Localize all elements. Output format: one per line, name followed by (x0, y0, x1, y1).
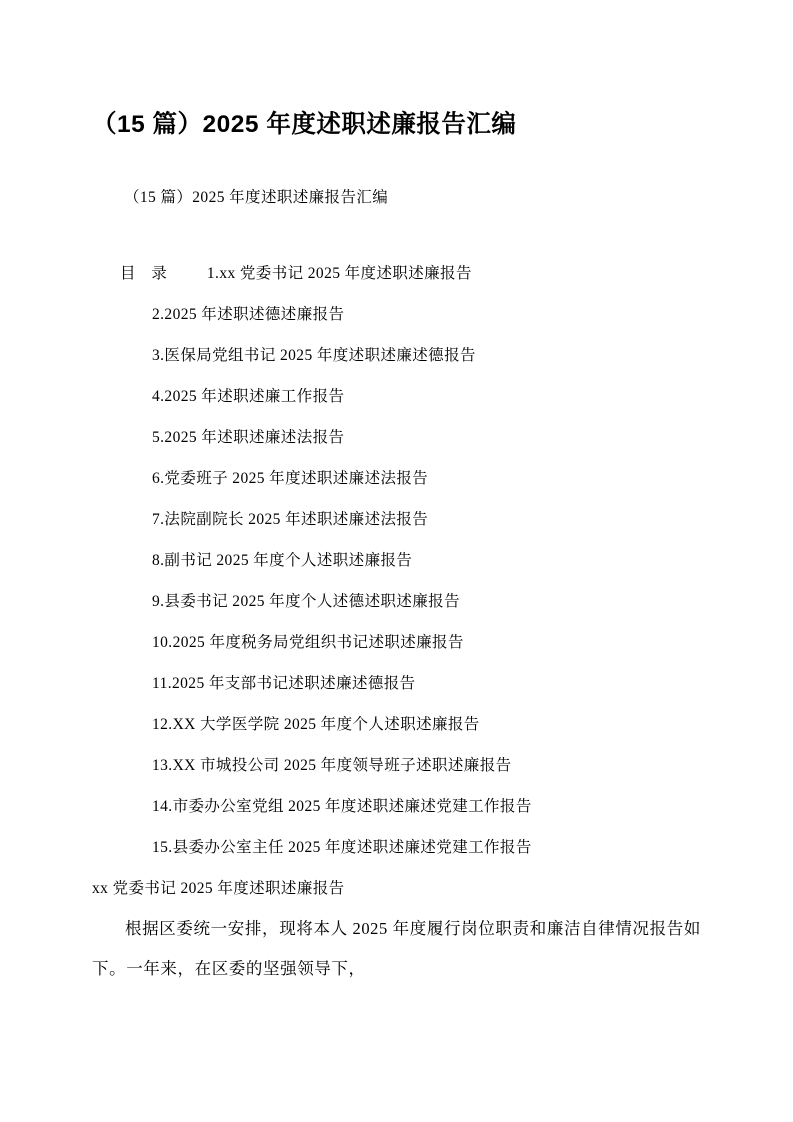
page-title: （15 篇）2025 年度述职述廉报告汇编 (92, 111, 517, 138)
toc-item[interactable]: 13.XX 市城投公司 2025 年度领导班子述职述廉报告 (152, 757, 512, 775)
toc-item[interactable]: 9.县委书记 2025 年度个人述德述职述廉报告 (152, 593, 460, 611)
toc-item[interactable]: 7.法院副院长 2025 年述职述廉述法报告 (152, 511, 429, 529)
toc-item[interactable]: 4.2025 年述职述廉工作报告 (152, 388, 345, 406)
toc-item[interactable]: 8.副书记 2025 年度个人述职述廉报告 (152, 552, 413, 570)
toc-item[interactable]: 12.XX 大学医学院 2025 年度个人述职述廉报告 (152, 716, 480, 734)
toc-item[interactable]: 10.2025 年度税务局党组织书记述职述廉报告 (152, 634, 464, 652)
toc-item[interactable]: 2.2025 年述职述德述廉报告 (152, 306, 345, 324)
toc-item[interactable]: 15.县委办公室主任 2025 年度述职述廉述党建工作报告 (152, 839, 532, 857)
toc-item[interactable]: 5.2025 年述职述廉述法报告 (152, 429, 345, 447)
toc-item[interactable]: 6.党委班子 2025 年度述职述廉述法报告 (152, 470, 429, 488)
table-of-contents (92, 253, 701, 868)
toc-item[interactable]: 1.xx 党委书记 2025 年度述职述廉报告 (206, 265, 472, 283)
toc-item[interactable]: 14.市委办公室党组 2025 年度述职述廉述党建工作报告 (152, 798, 532, 816)
toc-label: 目 录 (120, 265, 173, 283)
toc-item[interactable]: 11.2025 年支部书记述职述廉述德报告 (152, 675, 416, 693)
section-heading: xx 党委书记 2025 年度述职述廉报告 (92, 880, 345, 898)
toc-item[interactable]: 3.医保局党组书记 2025 年度述职述廉述德报告 (152, 347, 476, 365)
document-subtitle: （15 篇）2025 年度述职述廉报告汇编 (124, 189, 389, 207)
toc-first-line (92, 253, 701, 294)
body-paragraph: 根据区委统一安排，现将本人 2025 年度履行岗位职责和廉洁自律情况报告如下。一年来，在区委的坚强领导下， (92, 919, 701, 979)
